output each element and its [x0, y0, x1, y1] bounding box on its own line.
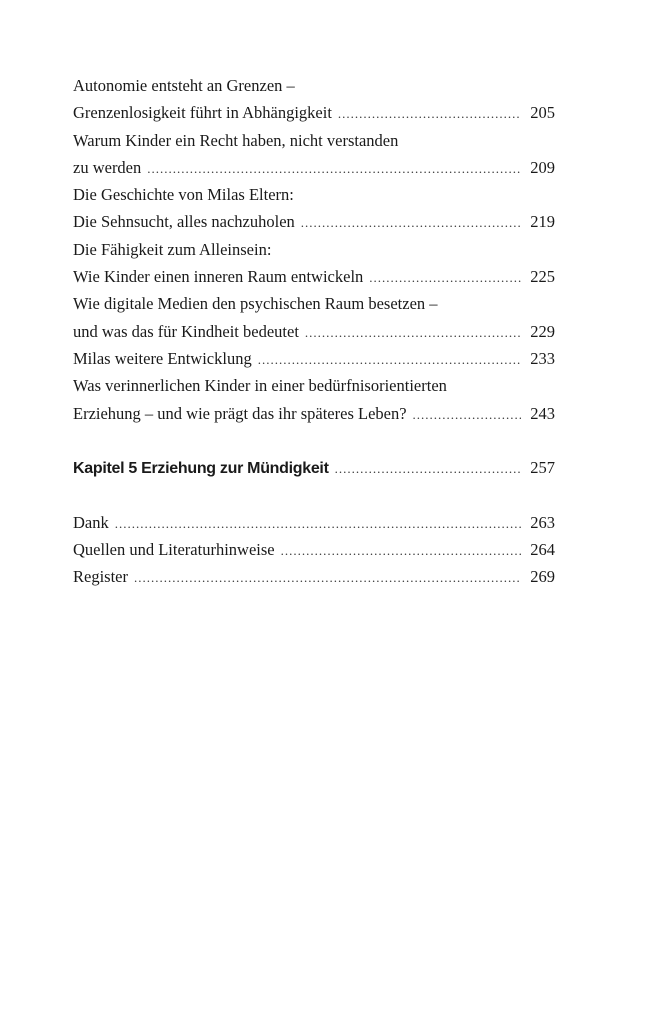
toc-page-number: 264 [530, 540, 555, 560]
toc-entry-line [73, 181, 555, 208]
toc-entry-text: Register [73, 567, 128, 587]
toc-entry-text: zu werden [73, 157, 142, 177]
toc-page-number: 269 [530, 567, 555, 587]
toc-back-matter-line [73, 509, 555, 536]
dot-leader [147, 155, 521, 182]
table-of-contents [73, 72, 555, 591]
toc-page-number: 243 [530, 403, 555, 423]
dot-leader [413, 401, 521, 428]
spacer [73, 427, 555, 454]
dot-leader [258, 346, 521, 373]
dot-leader [134, 564, 521, 591]
toc-entry-text: Warum Kinder ein Recht haben, nicht verstanden [73, 130, 399, 150]
toc-entry-line [73, 99, 555, 126]
toc-entry-line [73, 400, 555, 427]
toc-entry-line [73, 372, 555, 399]
spacer [73, 481, 555, 508]
toc-entry-text: Die Sehnsucht, alles nachzuholen [73, 212, 295, 232]
dot-leader [338, 100, 521, 127]
toc-page-number: 233 [530, 348, 555, 368]
toc-entry-text: und was das für Kindheit bedeutet [73, 321, 299, 341]
dot-leader [369, 264, 521, 291]
toc-page-number: 257 [530, 458, 555, 478]
dot-leader [115, 510, 521, 537]
toc-entry-text: Die Geschichte von Milas Eltern: [73, 185, 294, 205]
toc-chapter-line [73, 454, 555, 481]
toc-back-matter-line [73, 563, 555, 590]
toc-entry-line [73, 263, 555, 290]
toc-entry-line [73, 154, 555, 181]
toc-page-number: 229 [530, 321, 555, 341]
toc-page-number: 205 [530, 103, 555, 123]
toc-entry-line [73, 72, 555, 99]
toc-entry-text: Quellen und Literaturhinweise [73, 540, 275, 560]
toc-entry-line [73, 127, 555, 154]
dot-leader [305, 319, 521, 346]
toc-entry-text: Wie digitale Medien den psychischen Raum besetzen – [73, 294, 438, 314]
toc-page-number: 209 [530, 157, 555, 177]
toc-entry-text: Die Fähigkeit zum Alleinsein: [73, 239, 272, 259]
toc-entry-text: Dank [73, 512, 109, 532]
toc-entry-line [73, 318, 555, 345]
toc-entry-text: Milas weitere Entwicklung [73, 348, 252, 368]
toc-page-number: 225 [530, 267, 555, 287]
toc-entry-line [73, 236, 555, 263]
toc-entry-text: Grenzenlosigkeit führt in Abhängigkeit [73, 103, 332, 123]
toc-entry-text: Wie Kinder einen inneren Raum entwickeln [73, 267, 364, 287]
dot-leader [281, 537, 521, 564]
toc-entry-text: Was verinnerlichen Kinder in einer bedürfnisorientierten [73, 376, 447, 396]
toc-back-matter-line [73, 536, 555, 563]
toc-page-number: 263 [530, 512, 555, 532]
dot-leader [301, 209, 521, 236]
toc-page-number: 219 [530, 212, 555, 232]
toc-entry-text: Erziehung – und wie prägt das ihr späteres Leben? [73, 403, 407, 423]
dot-leader [335, 455, 521, 482]
toc-entry-line [73, 345, 555, 372]
toc-entry-line [73, 208, 555, 235]
toc-entry-line [73, 290, 555, 317]
toc-entry-text: Autonomie entsteht an Grenzen – [73, 76, 295, 95]
chapter-heading: Kapitel 5 Erziehung zur Mündigkeit [73, 460, 329, 478]
